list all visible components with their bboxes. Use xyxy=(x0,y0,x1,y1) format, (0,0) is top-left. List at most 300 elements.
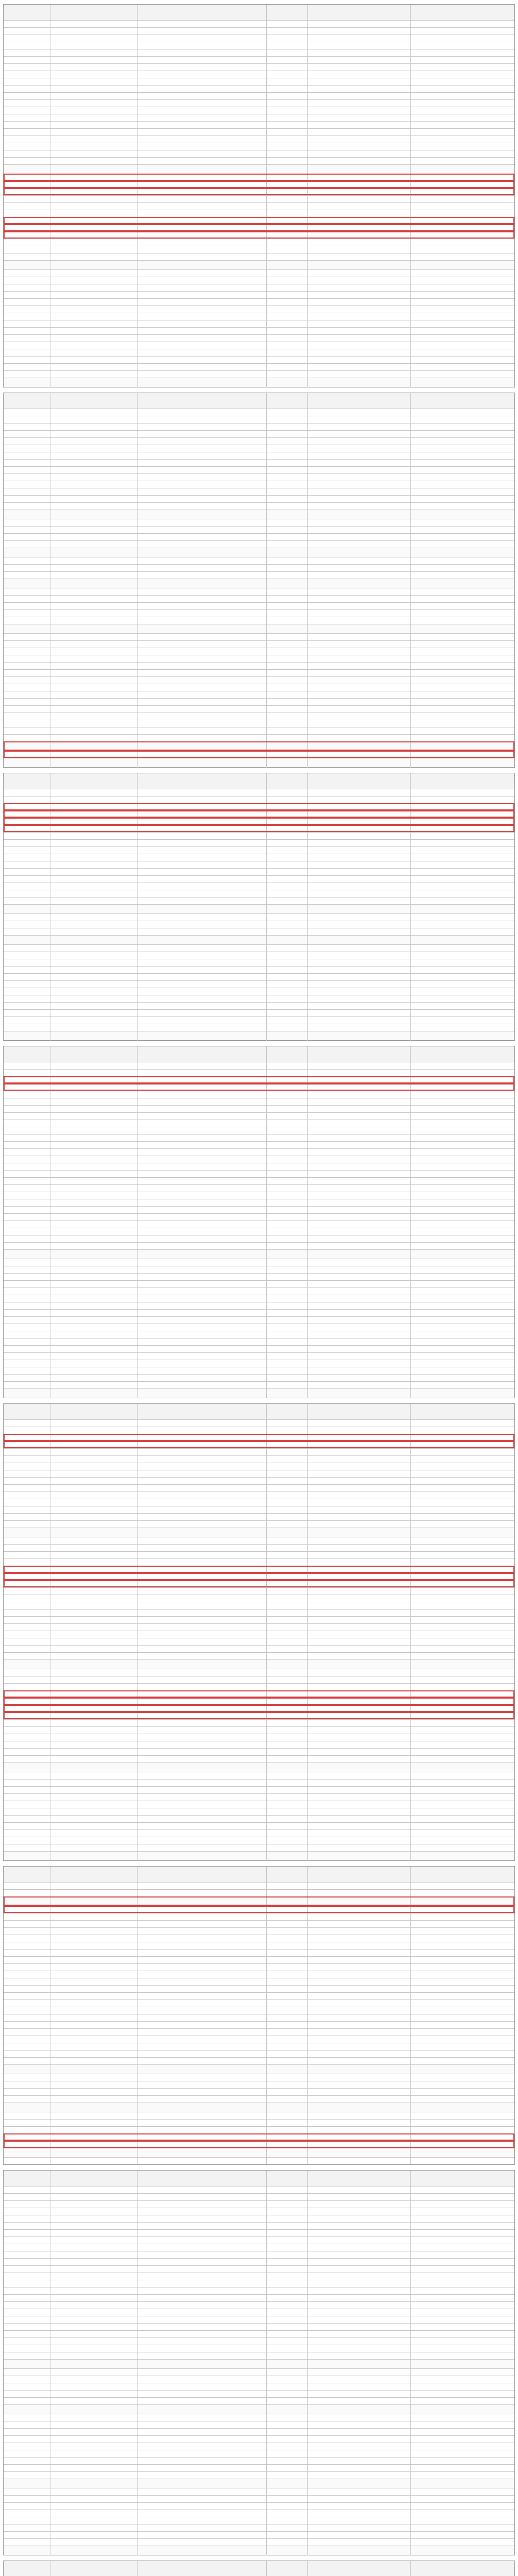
culture-score-cell xyxy=(410,1528,514,1537)
province-cell xyxy=(4,174,50,181)
admitted-count-cell xyxy=(266,2000,307,2007)
admitted-count-cell xyxy=(266,2134,307,2141)
province-cell xyxy=(4,890,50,897)
culture-score-cell xyxy=(410,1684,514,1690)
culture-score-cell xyxy=(410,1669,514,1676)
subtotal-row xyxy=(4,1528,514,1537)
category-cell xyxy=(50,641,137,648)
major-cell xyxy=(137,1243,266,1249)
min-score-cell xyxy=(307,1070,410,1076)
admitted-count-cell xyxy=(266,2194,307,2200)
admitted-count-cell xyxy=(266,71,307,78)
table-row xyxy=(4,1127,514,1134)
category-cell xyxy=(50,588,137,595)
table-row xyxy=(4,1920,514,1927)
province-cell xyxy=(4,1772,50,1779)
culture-score-cell xyxy=(410,1883,514,1889)
province-cell xyxy=(4,1942,50,1949)
major-cell xyxy=(137,2230,266,2236)
min-score-cell xyxy=(307,1228,410,1235)
admitted-count-cell xyxy=(266,335,307,342)
culture-score-cell xyxy=(410,239,514,246)
min-score-cell xyxy=(307,2096,410,2103)
admitted-count-cell xyxy=(266,42,307,49)
province-cell xyxy=(4,2134,50,2141)
table-row xyxy=(4,1009,514,1016)
province-cell xyxy=(4,1310,50,1316)
table-row xyxy=(4,1638,514,1645)
province-cell xyxy=(4,854,50,861)
province-cell xyxy=(4,1295,50,1302)
admitted-count-cell xyxy=(266,2215,307,2222)
major-cell xyxy=(137,2376,266,2383)
culture-score-cell xyxy=(410,503,514,510)
table-row xyxy=(4,1112,514,1120)
min-score-cell xyxy=(307,1017,410,1024)
culture-score-cell xyxy=(410,2287,514,2294)
major-cell xyxy=(137,2295,266,2301)
category-cell xyxy=(50,35,137,42)
province-cell xyxy=(4,2376,50,2383)
major-cell xyxy=(137,1852,266,1861)
admitted-count-cell xyxy=(266,1928,307,1935)
table-header-row xyxy=(4,1046,514,1062)
province-cell xyxy=(4,1780,50,1786)
culture-score-cell xyxy=(410,2517,514,2524)
province-cell xyxy=(4,751,50,758)
min-score-cell xyxy=(307,1214,410,1221)
subtotal-row xyxy=(4,2148,514,2157)
province-cell xyxy=(4,2103,50,2112)
culture-score-cell xyxy=(410,64,514,71)
category-cell xyxy=(50,320,137,327)
category-cell xyxy=(50,840,137,846)
culture-score-cell xyxy=(410,1156,514,1163)
category-cell xyxy=(50,1243,137,1249)
province-cell xyxy=(4,277,50,284)
culture-score-cell xyxy=(410,527,514,533)
province-cell xyxy=(4,165,50,174)
admitted-count-cell xyxy=(266,1691,307,1698)
category-cell xyxy=(50,974,137,980)
category-cell xyxy=(50,129,137,135)
admitted-count-cell xyxy=(266,364,307,370)
category-cell xyxy=(50,2280,137,2287)
province-cell xyxy=(4,467,50,473)
province-cell xyxy=(4,541,50,548)
table-row xyxy=(4,1427,514,1434)
admitted-count-cell xyxy=(266,1545,307,1551)
admitted-count-cell xyxy=(266,854,307,861)
province-cell xyxy=(4,1852,50,1861)
category-cell xyxy=(50,452,137,459)
table-row xyxy=(4,2309,514,2316)
major-cell xyxy=(137,2287,266,2294)
province-cell xyxy=(4,610,50,617)
major-cell xyxy=(137,1010,266,1016)
min-score-cell xyxy=(307,2421,410,2428)
subtotal-row xyxy=(4,2359,514,2368)
culture-score-cell xyxy=(410,1772,514,1779)
province-cell xyxy=(4,1134,50,1141)
major-cell xyxy=(137,1266,266,1273)
min-score-cell xyxy=(307,796,410,803)
culture-score-cell xyxy=(410,1514,514,1520)
province-cell xyxy=(4,1031,50,1041)
category-cell xyxy=(50,1156,137,1163)
category-cell xyxy=(50,624,137,634)
table-row xyxy=(4,1309,514,1316)
major-cell xyxy=(137,1427,266,1434)
category-cell xyxy=(50,122,137,128)
culture-score-cell xyxy=(410,2488,514,2495)
min-score-cell xyxy=(307,1669,410,1676)
major-cell xyxy=(137,811,266,818)
table-row xyxy=(4,1259,514,1266)
major-cell xyxy=(137,2266,266,2273)
major-cell xyxy=(137,1545,266,1551)
major-cell xyxy=(137,2458,266,2464)
admitted-count-cell xyxy=(266,239,307,246)
category-cell xyxy=(50,691,137,698)
category-cell xyxy=(50,2134,137,2141)
category-cell xyxy=(50,720,137,727)
province-cell xyxy=(4,1163,50,1170)
province-cell xyxy=(4,921,50,928)
admitted-count-cell xyxy=(266,2331,307,2337)
category-cell xyxy=(50,952,137,959)
culture-score-cell xyxy=(410,1017,514,1024)
category-cell xyxy=(50,284,137,291)
category-cell xyxy=(50,496,137,502)
admitted-count-cell xyxy=(266,847,307,854)
table-header-row xyxy=(4,2171,514,2186)
culture-score-cell xyxy=(410,1588,514,1595)
min-score-cell xyxy=(307,313,410,320)
category-cell xyxy=(50,1353,137,1360)
min-score-cell xyxy=(307,246,410,253)
min-score-cell xyxy=(307,2331,410,2337)
table-row xyxy=(4,727,514,734)
table-row xyxy=(4,2397,514,2404)
category-cell xyxy=(50,2510,137,2517)
category-cell xyxy=(50,2244,137,2251)
major-cell xyxy=(137,1317,266,1324)
admitted-count-cell xyxy=(266,2223,307,2229)
province-cell xyxy=(4,64,50,71)
admitted-count-cell xyxy=(266,2429,307,2435)
category-cell xyxy=(50,488,137,495)
culture-score-cell xyxy=(410,2436,514,2443)
category-cell xyxy=(50,1993,137,1999)
table-row xyxy=(4,27,514,35)
highlighted-row xyxy=(4,188,514,195)
category-cell xyxy=(50,1772,137,1779)
min-score-cell xyxy=(307,357,410,363)
major-cell xyxy=(137,2259,266,2265)
admitted-count-cell xyxy=(266,2103,307,2112)
culture-score-cell xyxy=(410,2273,514,2280)
min-score-cell xyxy=(307,2187,410,2193)
province-cell xyxy=(4,1120,50,1127)
category-cell xyxy=(50,481,137,488)
major-cell xyxy=(137,1528,266,1537)
culture-score-cell xyxy=(410,869,514,875)
subtotal-row xyxy=(4,164,514,174)
admitted-count-cell xyxy=(266,129,307,135)
min-score-cell xyxy=(307,2488,410,2495)
min-score-cell xyxy=(307,1823,410,1829)
category-cell xyxy=(50,1852,137,1861)
table-row xyxy=(4,1120,514,1127)
category-cell xyxy=(50,1003,137,1009)
category-cell xyxy=(50,2324,137,2330)
category-cell xyxy=(50,2194,137,2200)
major-cell xyxy=(137,1830,266,1837)
province-cell xyxy=(4,2112,50,2119)
table-row xyxy=(4,85,514,92)
admitted-count-cell xyxy=(266,1763,307,1772)
table-row xyxy=(4,617,514,624)
culture-score-cell xyxy=(410,2369,514,2376)
min-score-cell xyxy=(307,1602,410,1609)
min-score-cell xyxy=(307,1897,410,1906)
admitted-count-cell xyxy=(266,488,307,495)
province-cell xyxy=(4,1017,50,1024)
major-cell xyxy=(137,1077,266,1083)
major-cell xyxy=(137,914,266,921)
culture-score-cell xyxy=(410,313,514,320)
min-score-cell xyxy=(307,2000,410,2007)
major-cell xyxy=(137,165,266,174)
admitted-count-cell xyxy=(266,610,307,617)
admitted-count-cell xyxy=(266,2546,307,2555)
min-score-cell xyxy=(307,1705,410,1712)
table-row xyxy=(4,1942,514,1949)
culture-score-cell xyxy=(410,1935,514,1942)
province-cell xyxy=(4,1243,50,1249)
province-cell xyxy=(4,1837,50,1844)
category-cell xyxy=(50,2517,137,2524)
min-score-cell xyxy=(307,742,410,751)
min-score-cell xyxy=(307,1787,410,1793)
admitted-count-cell xyxy=(266,1506,307,1513)
table-row xyxy=(4,713,514,720)
category-cell xyxy=(50,2539,137,2546)
major-cell xyxy=(137,634,266,640)
subtotal-row xyxy=(4,2546,514,2555)
category-cell xyxy=(50,239,137,246)
category-cell xyxy=(50,541,137,548)
province-cell xyxy=(4,217,50,224)
table-row xyxy=(4,2287,514,2294)
culture-score-cell xyxy=(410,914,514,921)
min-score-cell xyxy=(307,1514,410,1520)
table-row xyxy=(4,1609,514,1616)
admitted-count-cell xyxy=(266,1463,307,1470)
table-row xyxy=(4,195,514,202)
culture-score-cell xyxy=(410,572,514,579)
culture-score-cell xyxy=(410,1631,514,1638)
admitted-count-cell xyxy=(266,1449,307,1455)
major-cell xyxy=(137,572,266,579)
province-cell xyxy=(4,181,50,188)
major-cell xyxy=(137,742,266,751)
province-cell xyxy=(4,438,50,445)
culture-score-cell xyxy=(410,217,514,224)
table-row xyxy=(4,2229,514,2236)
category-cell xyxy=(50,2421,137,2428)
category-cell xyxy=(50,2007,137,2014)
major-cell xyxy=(137,1470,266,1477)
major-cell xyxy=(137,1720,266,1726)
major-cell xyxy=(137,2273,266,2280)
culture-score-cell xyxy=(410,634,514,640)
category-cell xyxy=(50,596,137,602)
major-cell xyxy=(137,818,266,825)
admitted-count-cell xyxy=(266,572,307,579)
major-cell xyxy=(137,2360,266,2369)
province-cell xyxy=(4,2450,50,2457)
province-cell xyxy=(4,342,50,349)
min-score-cell xyxy=(307,1281,410,1287)
admitted-count-cell xyxy=(266,2007,307,2014)
major-cell xyxy=(137,1559,266,1566)
culture-score-cell xyxy=(410,232,514,239)
min-score-cell xyxy=(307,1434,410,1441)
major-cell xyxy=(137,246,266,253)
table-row xyxy=(4,202,514,210)
min-score-cell xyxy=(307,1149,410,1156)
table-header-row xyxy=(4,393,514,409)
culture-score-cell xyxy=(410,641,514,648)
major-cell xyxy=(137,2503,266,2510)
category-cell xyxy=(50,246,137,253)
culture-score-cell xyxy=(410,1420,514,1427)
culture-score-cell xyxy=(410,1993,514,1999)
min-score-cell xyxy=(307,1084,410,1091)
province-cell xyxy=(4,1676,50,1683)
province-cell xyxy=(4,1456,50,1463)
province-cell xyxy=(4,1127,50,1134)
culture-score-cell xyxy=(410,1787,514,1793)
province-cell xyxy=(4,579,50,588)
major-cell xyxy=(137,28,266,35)
min-score-cell xyxy=(307,847,410,854)
major-cell xyxy=(137,610,266,617)
category-cell xyxy=(50,364,137,370)
province-cell xyxy=(4,869,50,875)
major-cell xyxy=(137,928,266,935)
table-row xyxy=(4,1206,514,1213)
min-score-cell xyxy=(307,1506,410,1513)
min-score-cell xyxy=(307,1185,410,1192)
culture-score-cell xyxy=(410,2561,514,2576)
admitted-count-cell xyxy=(266,496,307,502)
province-cell xyxy=(4,239,50,246)
culture-score-cell xyxy=(410,952,514,959)
min-score-cell xyxy=(307,2369,410,2376)
category-cell xyxy=(50,2158,137,2164)
province-cell xyxy=(4,107,50,114)
admitted-count-cell xyxy=(266,1098,307,1105)
province-cell xyxy=(4,691,50,698)
culture-score-cell xyxy=(410,1070,514,1076)
table-row xyxy=(4,1016,514,1024)
province-cell xyxy=(4,2414,50,2421)
culture-score-cell xyxy=(410,2345,514,2352)
culture-score-cell xyxy=(410,189,514,195)
highlighted-row xyxy=(4,741,514,751)
min-score-cell xyxy=(307,1609,410,1616)
category-cell xyxy=(50,2081,137,2088)
culture-score-cell xyxy=(410,967,514,973)
category-cell xyxy=(50,21,137,27)
admitted-count-cell xyxy=(266,742,307,751)
min-score-cell xyxy=(307,1808,410,1815)
min-score-cell xyxy=(307,1852,410,1861)
category-cell xyxy=(50,460,137,466)
category-cell xyxy=(50,143,137,150)
province-cell xyxy=(4,1404,50,1419)
category-cell xyxy=(50,1338,137,1345)
admitted-count-cell xyxy=(266,2338,307,2345)
major-cell xyxy=(137,699,266,705)
category-cell xyxy=(50,1427,137,1434)
major-cell xyxy=(137,1624,266,1631)
table-row xyxy=(4,1956,514,1963)
min-score-cell xyxy=(307,603,410,609)
province-cell xyxy=(4,1228,50,1235)
culture-score-cell xyxy=(410,1470,514,1477)
subtotal-row xyxy=(4,260,514,269)
major-cell xyxy=(137,460,266,466)
province-cell xyxy=(4,5,50,20)
table-row xyxy=(4,1324,514,1331)
province-cell xyxy=(4,1010,50,1016)
admitted-count-cell xyxy=(266,959,307,966)
admitted-count-cell xyxy=(266,100,307,107)
province-cell xyxy=(4,1434,50,1441)
culture-score-cell xyxy=(410,2266,514,2273)
table-row xyxy=(4,495,514,502)
admitted-count-cell xyxy=(266,2345,307,2352)
culture-score-cell xyxy=(410,1317,514,1324)
major-cell xyxy=(137,2331,266,2337)
min-score-cell xyxy=(307,1942,410,1949)
category-cell xyxy=(50,2058,137,2064)
province-cell xyxy=(4,189,50,195)
province-cell xyxy=(4,548,50,557)
category-cell xyxy=(50,510,137,519)
admitted-count-cell xyxy=(266,751,307,758)
culture-score-cell xyxy=(410,2244,514,2251)
major-cell xyxy=(137,1734,266,1741)
min-score-cell xyxy=(307,876,410,883)
major-cell xyxy=(137,93,266,99)
culture-score-cell xyxy=(410,1463,514,1470)
admitted-count-cell xyxy=(266,1499,307,1506)
min-score-cell xyxy=(307,474,410,481)
min-score-cell xyxy=(307,409,410,416)
province-cell xyxy=(4,1749,50,1755)
major-cell xyxy=(137,143,266,150)
major-cell xyxy=(137,2223,266,2229)
min-score-cell xyxy=(307,1003,410,1009)
min-score-cell xyxy=(307,2029,410,2036)
category-cell xyxy=(50,2096,137,2103)
category-cell xyxy=(50,2561,137,2576)
